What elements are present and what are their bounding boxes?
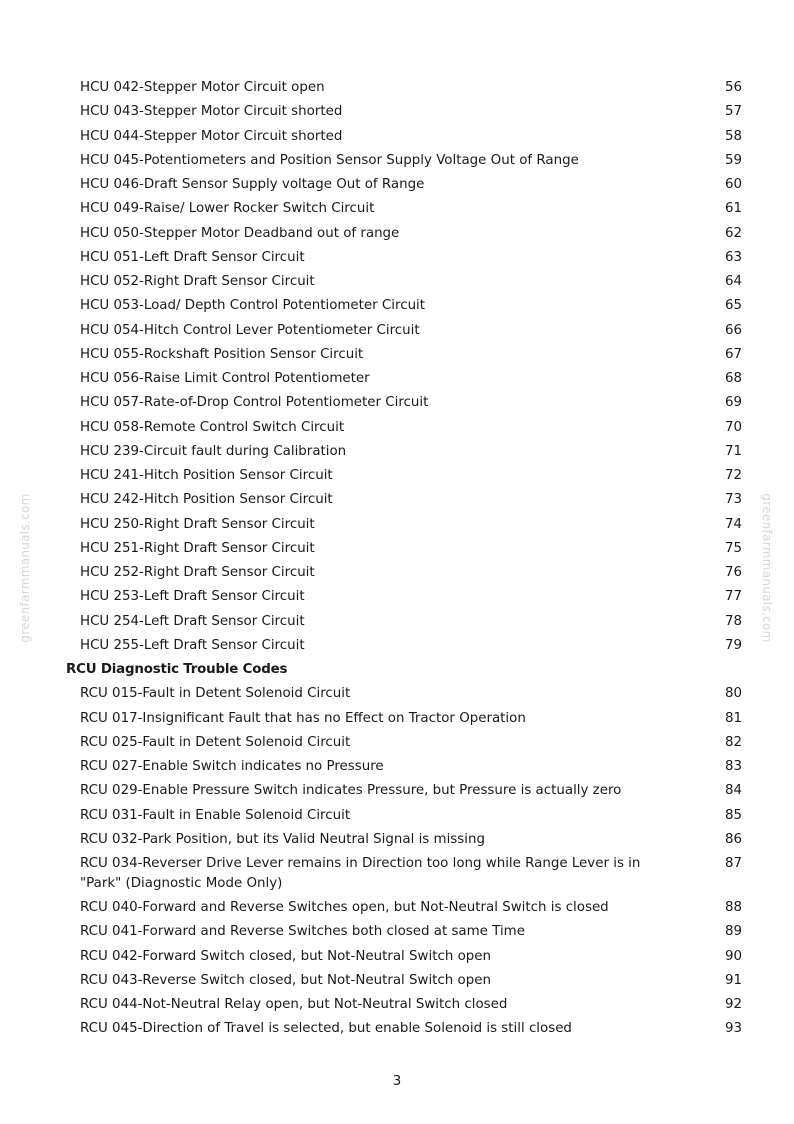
toc-entry-title: HCU 050-Stepper Motor Deadband out of range [80,225,400,241]
toc-entry-page: 67 [724,346,742,362]
toc-entry[interactable] [0,100,794,124]
toc-entry-title: HCU 052-Right Draft Sensor Circuit [80,274,315,289]
toc-entry[interactable] [0,294,794,318]
toc-entry-title: HCU 058-Remote Control Switch Circuit [80,419,345,435]
toc-entry[interactable] [0,464,794,488]
toc-entry[interactable] [0,755,794,779]
toc-entry[interactable] [0,610,794,634]
toc-entry[interactable] [0,585,794,609]
toc-entry[interactable] [0,513,794,537]
toc-entry-page: 65 [724,298,742,314]
toc-entry-page: 85 [724,807,742,823]
watermark-left: greenfarmmanuals.com [18,493,32,643]
toc-entry-title: RCU 034-Reverser Drive Lever remains in Direction too long while Range Lever is in "Park" (Diagnostic Mode Only) [80,856,641,891]
toc-entry[interactable] [0,222,794,246]
toc-entry-title: HCU 051-Left Draft Sensor Circuit [80,249,305,265]
toc-entry-page: 88 [724,900,742,915]
toc-entry-title: RCU 027-Enable Switch indicates no Pressure [80,759,384,774]
toc-entry-title: HCU 252-Right Draft Sensor Circuit [80,565,315,580]
toc-section-heading [0,658,794,682]
toc-entry-page: 92 [724,997,742,1012]
toc-entry-page: 64 [724,274,742,289]
toc-entry[interactable] [0,804,794,828]
toc-entry-title: HCU 053-Load/ Depth Control Potentiometer Circuit [80,298,426,314]
toc-entry[interactable] [0,270,794,294]
toc-entry[interactable] [0,367,794,391]
toc-entry-page: 59 [724,152,742,168]
toc-entry-title: RCU 045-Direction of Travel is selected, but enable Solenoid is still closed [80,1021,572,1037]
toc-entry-page: 57 [724,104,742,120]
toc-entry-title: HCU 253-Left Draft Sensor Circuit [80,589,305,605]
toc-entry-title: RCU 032-Park Position, but its Valid Neutral Signal is missing [80,831,485,847]
toc-entry[interactable] [0,343,794,367]
toc-entry-title: RCU 044-Not-Neutral Relay open, but Not-Neutral Switch closed [80,997,508,1012]
toc-entry-page: 61 [724,201,742,217]
toc-entry-title: RCU 042-Forward Switch closed, but Not-Neutral Switch open [80,948,491,964]
toc-entry-title: RCU 029-Enable Pressure Switch indicates Pressure, but Pressure is actually zero [80,783,622,799]
toc-entry-page: 93 [724,1021,742,1037]
watermark-right: greenfarmmanuals.com [760,493,774,643]
toc-entry-page: 66 [724,322,742,338]
toc-entry-page: 90 [724,948,742,964]
toc-entry[interactable] [0,896,794,920]
toc-entry[interactable] [0,561,794,585]
toc-entry-page: 77 [724,589,742,605]
toc-entry[interactable] [0,969,794,993]
toc-entry-page: 82 [724,734,742,750]
toc-entry-page: 74 [724,516,742,532]
toc-entry-page: 86 [724,831,742,847]
toc-entry-title: RCU 015-Fault in Detent Solenoid Circuit [80,686,351,702]
toc-section-title: RCU Diagnostic Trouble Codes [66,662,288,677]
toc-entry-title: HCU 046-Draft Sensor Supply voltage Out of Range [80,177,425,192]
toc-entry[interactable] [0,246,794,270]
toc-entry-title: HCU 043-Stepper Motor Circuit shorted [80,104,343,120]
toc-entry[interactable] [0,416,794,440]
toc-entry[interactable] [0,828,794,852]
toc-entry-title: HCU 045-Potentiometers and Position Sensor Supply Voltage Out of Range [80,152,579,168]
toc-entry[interactable] [0,440,794,464]
toc-entry-page: 80 [724,686,742,702]
toc-entry-page: 81 [724,710,742,726]
toc-entry-title: RCU 031-Fault in Enable Solenoid Circuit [80,807,351,823]
toc-entry[interactable] [0,76,794,100]
toc-entry-page: 72 [724,468,742,483]
toc-entry-page: 58 [724,128,742,144]
toc-entry-page: 91 [724,972,742,988]
toc-entry-title: RCU 025-Fault in Detent Solenoid Circuit [80,734,351,750]
toc-entry[interactable] [0,1017,794,1041]
toc-entry-page: 56 [724,80,742,95]
toc-entry[interactable] [0,920,794,944]
toc-entry-title: HCU 055-Rockshaft Position Sensor Circuit [80,346,364,362]
toc-entry-page: 60 [724,177,742,192]
toc-entry[interactable] [0,945,794,969]
toc-entry[interactable] [0,488,794,512]
toc-entry-page: 75 [724,540,742,556]
toc-entry-title: HCU 242-Hitch Position Sensor Circuit [80,492,333,508]
toc-entry[interactable] [0,319,794,343]
toc-entry-page: 62 [724,225,742,241]
toc-entry[interactable] [0,779,794,803]
toc-entry-title: HCU 255-Left Draft Sensor Circuit [80,637,305,653]
toc-entry[interactable] [0,852,794,896]
toc-entry-page: 78 [724,613,742,629]
page-number: 3 [392,1074,402,1089]
toc-entry-page: 70 [724,419,742,435]
toc-entry[interactable] [0,197,794,221]
toc-entry[interactable] [0,634,794,658]
toc-entry-title: HCU 254-Left Draft Sensor Circuit [80,613,305,629]
toc-entry-page: 69 [724,395,742,411]
toc-entry[interactable] [0,391,794,415]
toc-entry[interactable] [0,707,794,731]
toc-entry-title: HCU 049-Raise/ Lower Rocker Switch Circuit [80,201,375,217]
toc-entry-title: HCU 241-Hitch Position Sensor Circuit [80,468,333,483]
toc-entry-page: 76 [724,565,742,580]
table-of-contents [0,76,794,1042]
toc-entry-page: 87 [724,856,742,871]
toc-entry-page: 68 [724,371,742,386]
toc-entry-title: HCU 054-Hitch Control Lever Potentiometer Circuit [80,322,420,338]
toc-entry-page: 79 [724,637,742,653]
toc-entry-title: HCU 250-Right Draft Sensor Circuit [80,516,315,532]
toc-entry-title: RCU 017-Insignificant Fault that has no Effect on Tractor Operation [80,710,526,726]
toc-entry[interactable] [0,173,794,197]
toc-entry[interactable] [0,993,794,1017]
toc-entry-title: HCU 042-Stepper Motor Circuit open [80,80,325,95]
toc-entry-title: RCU 041-Forward and Reverse Switches both closed at same Time [80,924,525,940]
toc-entry[interactable] [0,149,794,173]
toc-entry-title: HCU 251-Right Draft Sensor Circuit [80,540,315,556]
toc-entry-page: 84 [724,783,742,799]
toc-entry-page: 89 [724,924,742,940]
toc-entry-title: RCU 043-Reverse Switch closed, but Not-Neutral Switch open [80,972,491,988]
toc-entry-page: 73 [724,492,742,508]
toc-entry[interactable] [0,537,794,561]
toc-entry-title: HCU 044-Stepper Motor Circuit shorted [80,128,343,144]
toc-entry-title: RCU 040-Forward and Reverse Switches open, but Not-Neutral Switch is closed [80,900,609,915]
toc-entry-page: 83 [724,759,742,774]
toc-entry-page: 71 [724,443,742,459]
toc-entry-page: 63 [724,249,742,265]
toc-entry[interactable] [0,125,794,149]
toc-entry[interactable] [0,731,794,755]
toc-entry[interactable] [0,682,794,706]
toc-entry-title: HCU 056-Raise Limit Control Potentiometer [80,371,370,386]
toc-entry-title: HCU 239-Circuit fault during Calibration [80,443,347,459]
toc-entry-title: HCU 057-Rate-of-Drop Control Potentiometer Circuit [80,395,429,411]
